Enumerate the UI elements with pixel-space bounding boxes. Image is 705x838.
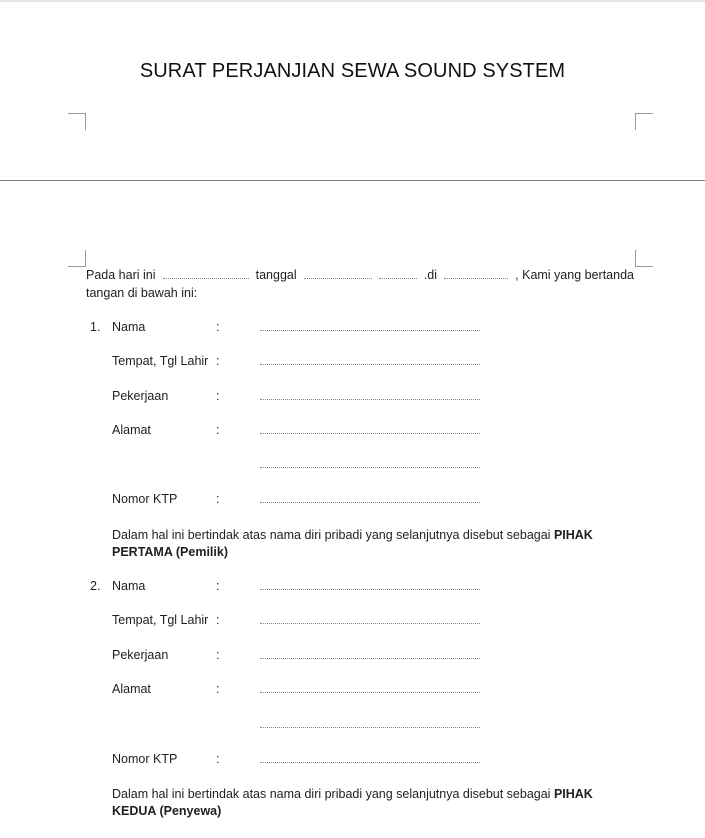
party-1-number: 1. — [90, 320, 101, 334]
party-1-ttl-blank[interactable] — [260, 364, 480, 365]
party-1-alamat-label: Alamat — [112, 423, 151, 437]
party-2-pekerjaan-blank[interactable] — [260, 658, 480, 659]
intro-blank-date-1 — [304, 277, 372, 279]
party-2-ktp-label: Nomor KTP — [112, 752, 178, 766]
intro-pada-hari-ini: Pada hari ini — [86, 268, 156, 282]
party-1-alamat-colon: : — [216, 423, 220, 437]
party-2-nama-colon: : — [216, 579, 220, 593]
page-break-line — [0, 180, 705, 181]
party-1-statement-text: Dalam hal ini bertindak atas nama diri pribadi yang selanjutnya disebut sebagai — [112, 528, 554, 542]
party-1-ttl-label: Tempat, Tgl Lahir — [112, 354, 209, 368]
party-2-alamat-colon: : — [216, 682, 220, 696]
party-1-pekerjaan-colon: : — [216, 389, 220, 403]
party-1-alamat-blank-2[interactable] — [260, 467, 480, 468]
party-1-pekerjaan-label: Pekerjaan — [112, 389, 169, 403]
party-2-ttl-colon: : — [216, 613, 220, 627]
party-1-nama-label: Nama — [112, 320, 146, 334]
intro-di: .di — [423, 268, 438, 282]
margin-corner-top-left — [68, 113, 86, 130]
party-2-ttl-blank[interactable] — [260, 623, 480, 624]
intro-kami: , Kami yang bertanda — [515, 268, 634, 282]
party-1-ktp-label: Nomor KTP — [112, 492, 178, 506]
margin-corner-body-left — [68, 250, 86, 267]
party-1-ktp-blank[interactable] — [260, 502, 480, 503]
party-2-ttl-label: Tempat, Tgl Lahir — [112, 613, 209, 627]
party-2-alamat-blank-2[interactable] — [260, 727, 480, 728]
intro-blank-place — [444, 277, 508, 279]
party-2-role: PIHAK KEDUA (Penyewa) — [112, 787, 593, 818]
intro-blank-day — [163, 277, 249, 279]
party-2-nama-blank[interactable] — [260, 589, 480, 590]
party-1-alamat-blank-1[interactable] — [260, 433, 480, 434]
intro-blank-date-2 — [379, 277, 417, 279]
party-1-pekerjaan-blank[interactable] — [260, 399, 480, 400]
party-1-nama-colon: : — [216, 320, 220, 334]
party-1-ttl-colon: : — [216, 354, 220, 368]
intro-paragraph[interactable] — [86, 266, 634, 302]
party-2-number: 2. — [90, 579, 101, 593]
party-2-nama-label: Nama — [112, 579, 146, 593]
party-2-alamat-label: Alamat — [112, 682, 151, 696]
party-2-statement — [112, 786, 632, 820]
intro-line-2: tangan di bawah ini: — [86, 286, 198, 300]
party-2-pekerjaan-colon: : — [216, 648, 220, 662]
document-title: SURAT PERJANJIAN SEWA SOUND SYSTEM — [139, 60, 566, 82]
party-2-ktp-colon: : — [216, 752, 220, 766]
intro-tanggal: tanggal — [255, 268, 297, 282]
margin-corner-body-right — [635, 250, 653, 267]
margin-corner-top-right — [635, 113, 653, 130]
party-1-role: PIHAK PERTAMA (Pemilik) — [112, 528, 593, 559]
party-2-ktp-blank[interactable] — [260, 762, 480, 763]
window-top-edge — [0, 0, 705, 2]
party-1-ktp-colon: : — [216, 492, 220, 506]
party-1-statement — [112, 527, 632, 561]
party-2-alamat-blank-1[interactable] — [260, 692, 480, 693]
party-2-pekerjaan-label: Pekerjaan — [112, 648, 169, 662]
party-2-statement-text: Dalam hal ini bertindak atas nama diri pribadi yang selanjutnya disebut sebagai — [112, 787, 554, 801]
party-1-nama-blank[interactable] — [260, 330, 480, 331]
